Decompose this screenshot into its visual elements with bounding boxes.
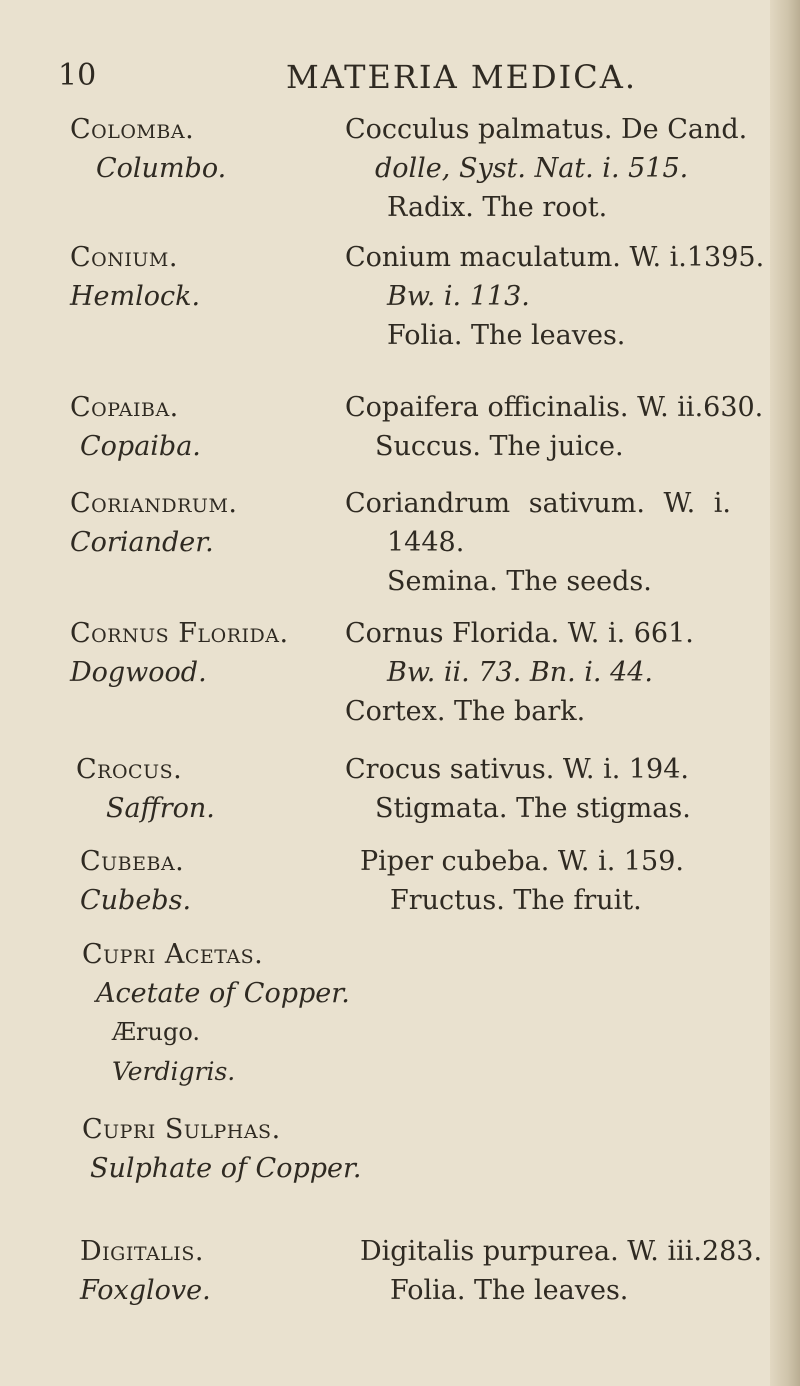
- latin-name: Cupri Acetas.: [82, 939, 264, 970]
- botanical-source: Digitalis purpurea. W. iii.283.: [360, 1236, 763, 1267]
- botanical-reference: 1448.: [387, 527, 465, 558]
- part-used: Folia. The leaves.: [390, 1275, 629, 1306]
- english-name: Foxglove.: [80, 1275, 211, 1306]
- latin-name: Conium.: [70, 242, 178, 273]
- english-name: Acetate of Copper.: [96, 978, 350, 1009]
- common-name: Verdigris.: [112, 1057, 236, 1086]
- part-used: Cortex. The bark.: [345, 696, 586, 727]
- latin-name: Coriandrum.: [70, 488, 238, 519]
- page-title: MATERIA MEDICA.: [286, 58, 638, 96]
- part-used: Folia. The leaves.: [387, 320, 626, 351]
- part-used: Succus. The juice.: [375, 431, 624, 462]
- part-used: Radix. The root.: [387, 192, 608, 223]
- latin-name: Cornus Florida.: [70, 618, 289, 649]
- latin-name: Cupri Sulphas.: [82, 1114, 281, 1145]
- part-used: Fructus. The fruit.: [390, 885, 642, 916]
- latin-name: Cubeba.: [80, 846, 185, 877]
- botanical-reference: Bw. ii. 73. Bn. i. 44.: [387, 657, 654, 688]
- botanical-source: Coriandrum sativum. W. i.: [345, 488, 731, 519]
- botanical-source: Crocus sativus. W. i. 194.: [345, 754, 689, 785]
- botanical-source: Piper cubeba. W. i. 159.: [360, 846, 684, 877]
- botanical-reference: dolle, Syst. Nat. i. 515.: [375, 153, 689, 184]
- english-name: Cubebs.: [80, 885, 192, 916]
- page-edge: [770, 0, 800, 1386]
- english-name: Saffron.: [106, 793, 215, 824]
- botanical-source: Conium maculatum. W. i.1395.: [345, 242, 765, 273]
- part-used: Semina. The seeds.: [387, 566, 652, 597]
- latin-name: Colomba.: [70, 114, 195, 145]
- botanical-source: Copaifera officinalis. W. ii.630.: [345, 392, 764, 423]
- latin-name: Crocus.: [76, 754, 183, 785]
- english-name: Dogwood.: [70, 657, 207, 688]
- english-name: Sulphate of Copper.: [90, 1153, 362, 1184]
- english-name: Hemlock.: [70, 281, 201, 312]
- page-number: 10: [58, 58, 97, 93]
- english-name: Coriander.: [70, 527, 214, 558]
- latin-name: Digitalis.: [80, 1236, 204, 1267]
- botanical-source: Cocculus palmatus. De Cand.: [345, 114, 748, 145]
- english-name: Copaiba.: [80, 431, 201, 462]
- botanical-reference: Bw. i. 113.: [387, 281, 530, 312]
- english-name: Columbo.: [96, 153, 227, 184]
- botanical-source: Cornus Florida. W. i. 661.: [345, 618, 694, 649]
- part-used: Stigmata. The stigmas.: [375, 793, 691, 824]
- latin-name: Copaiba.: [70, 392, 179, 423]
- synonym: Ærugo.: [112, 1018, 200, 1046]
